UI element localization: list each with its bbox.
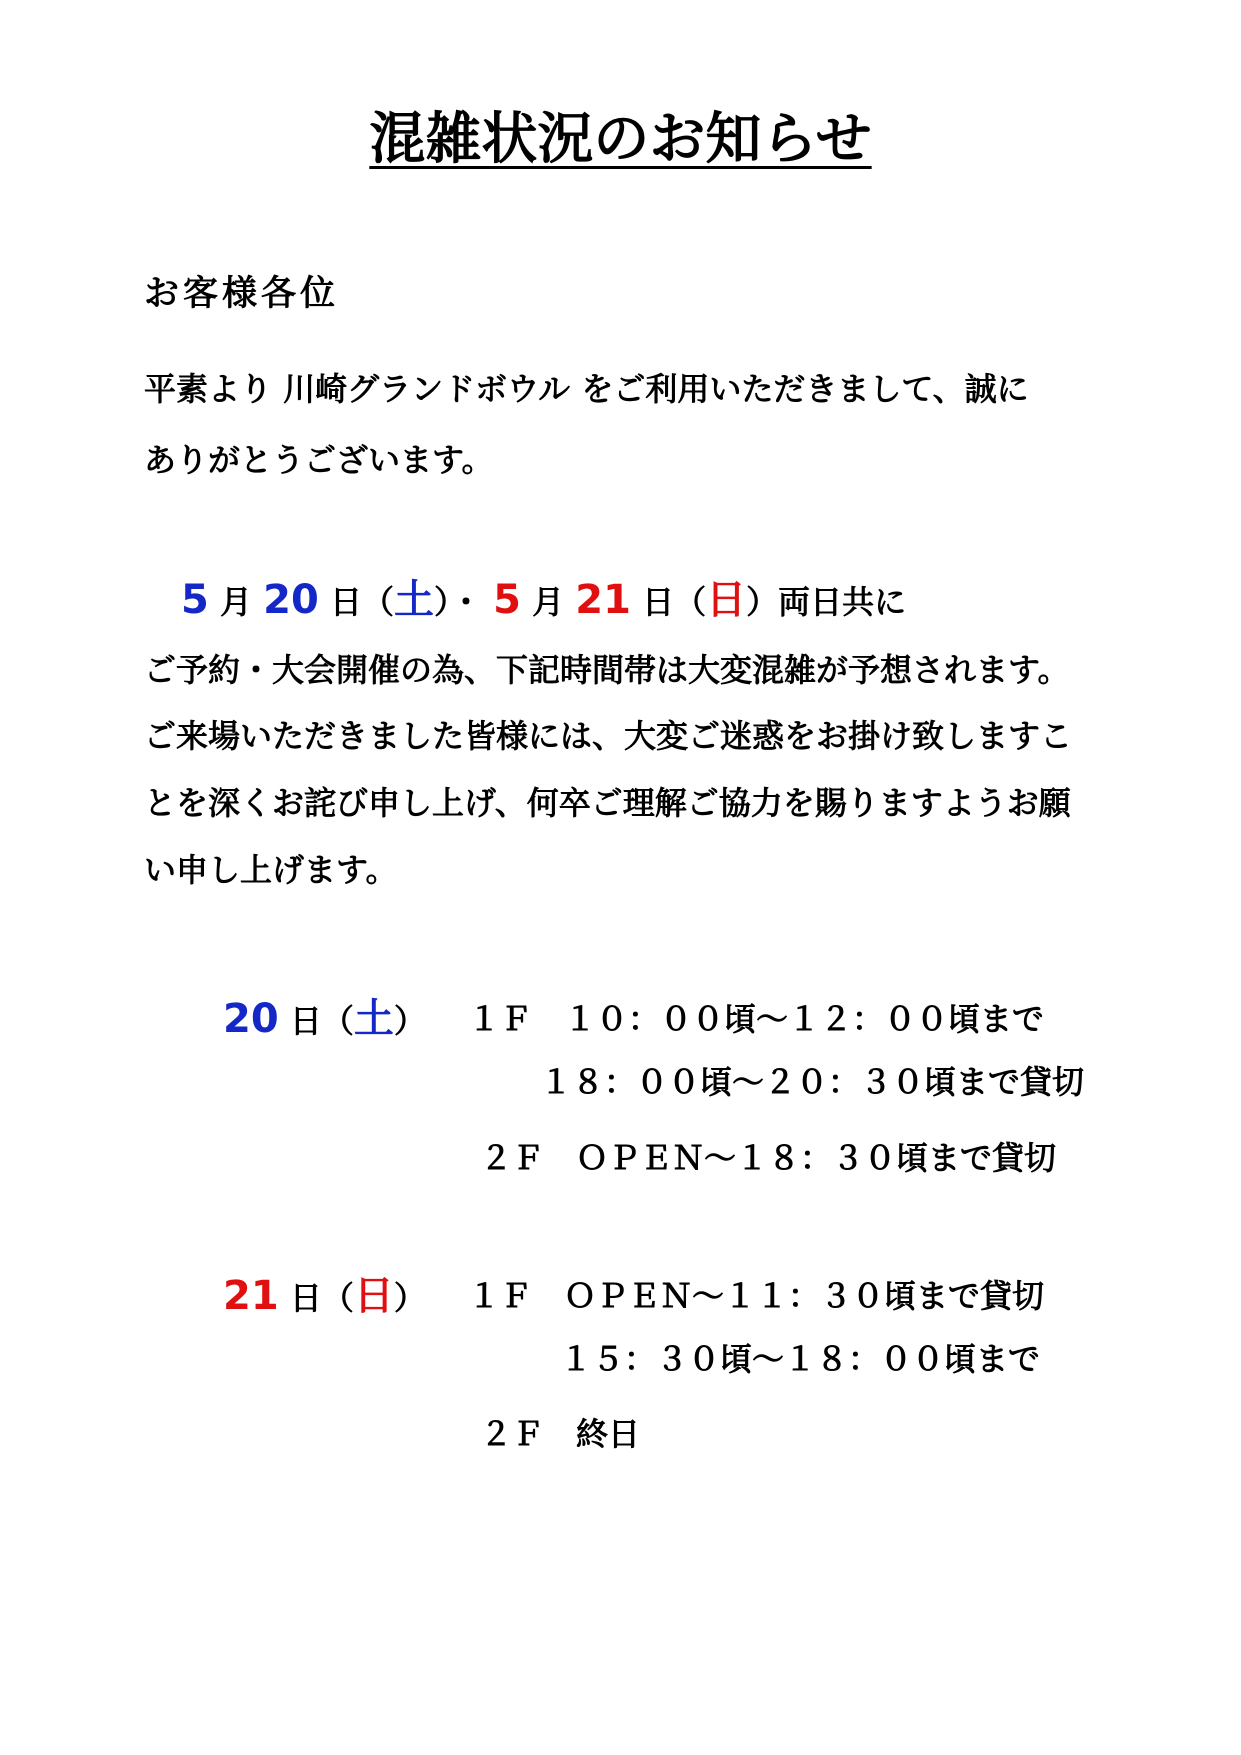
saturday-2f: ２Ｆ ＯＰＥＮ～１８：３０頃まで貸切 <box>480 1139 1057 1177</box>
saturday-1f-line-2: １８：００頃～２０：３０頃まで貸切 <box>540 1063 1085 1101</box>
sunday-2f: ２Ｆ 終日 <box>480 1415 641 1453</box>
sunday-weekday: 日 <box>353 1273 394 1319</box>
month-2: 5 <box>493 577 521 623</box>
sunday-1f-line-1: １Ｆ ＯＰＥＮ～１１：３０頃まで貸切 <box>468 1277 1045 1315</box>
sunday-1f-line-2: １５：３０頃～１８：００頃まで <box>560 1340 1041 1378</box>
close-paren-1: ） <box>433 583 450 621</box>
notice-line-3: とを深くお詫び申し上げ、何卒ご理解ご協力を賜りますようお願 <box>144 784 1071 822</box>
open-paren-1: （ <box>361 583 394 621</box>
date-separator: ・ <box>450 583 483 621</box>
sunday-label <box>223 1272 426 1322</box>
saturday-day: 20 <box>223 996 279 1042</box>
saturday-day-unit: 日 <box>289 1002 322 1040</box>
close-paren-2: ） <box>746 583 779 621</box>
notice-line-1: ご予約・大会開催の為、下記時間帯は大変混雑が予想されます。 <box>144 651 1070 689</box>
saturday-label <box>223 995 426 1045</box>
sunday-open-paren: （ <box>321 1279 354 1317</box>
date-suffix: 両日共に <box>778 583 907 621</box>
day-unit-1: 日 <box>329 583 362 621</box>
sunday-day: 21 <box>223 1273 279 1319</box>
notice-line-4: い申し上げます。 <box>144 851 398 889</box>
open-paren-2: （ <box>674 583 707 621</box>
greeting-line-1: 平素より 川崎グランドボウル をご利用いただきまして、誠に <box>144 370 1029 408</box>
month-unit-1: 月 <box>219 583 252 621</box>
month-unit-2: 月 <box>532 583 565 621</box>
weekday-2: 日 <box>706 577 747 623</box>
sunday-close-paren: ） <box>393 1279 426 1317</box>
salutation: お客様各位 <box>144 274 340 314</box>
day-unit-2: 日 <box>642 583 675 621</box>
saturday-close-paren: ） <box>393 1002 426 1040</box>
saturday-open-paren: （ <box>321 1002 354 1040</box>
weekday-1: 土 <box>393 577 434 623</box>
saturday-1f-line-1: １Ｆ １０：００頃～１２：００頃まで <box>468 1000 1045 1038</box>
date-range-line <box>181 576 906 626</box>
day-2: 21 <box>575 577 631 623</box>
saturday-weekday: 土 <box>353 996 394 1042</box>
greeting-line-2: ありがとうございます。 <box>144 441 494 479</box>
sunday-day-unit: 日 <box>289 1279 322 1317</box>
month-1: 5 <box>181 577 209 623</box>
notice-line-2: ご来場いただきました皆様には、大変ご迷惑をお掛け致しますこ <box>144 717 1073 755</box>
page-title: 混雑状況のお知らせ <box>369 107 872 172</box>
day-1: 20 <box>263 577 319 623</box>
